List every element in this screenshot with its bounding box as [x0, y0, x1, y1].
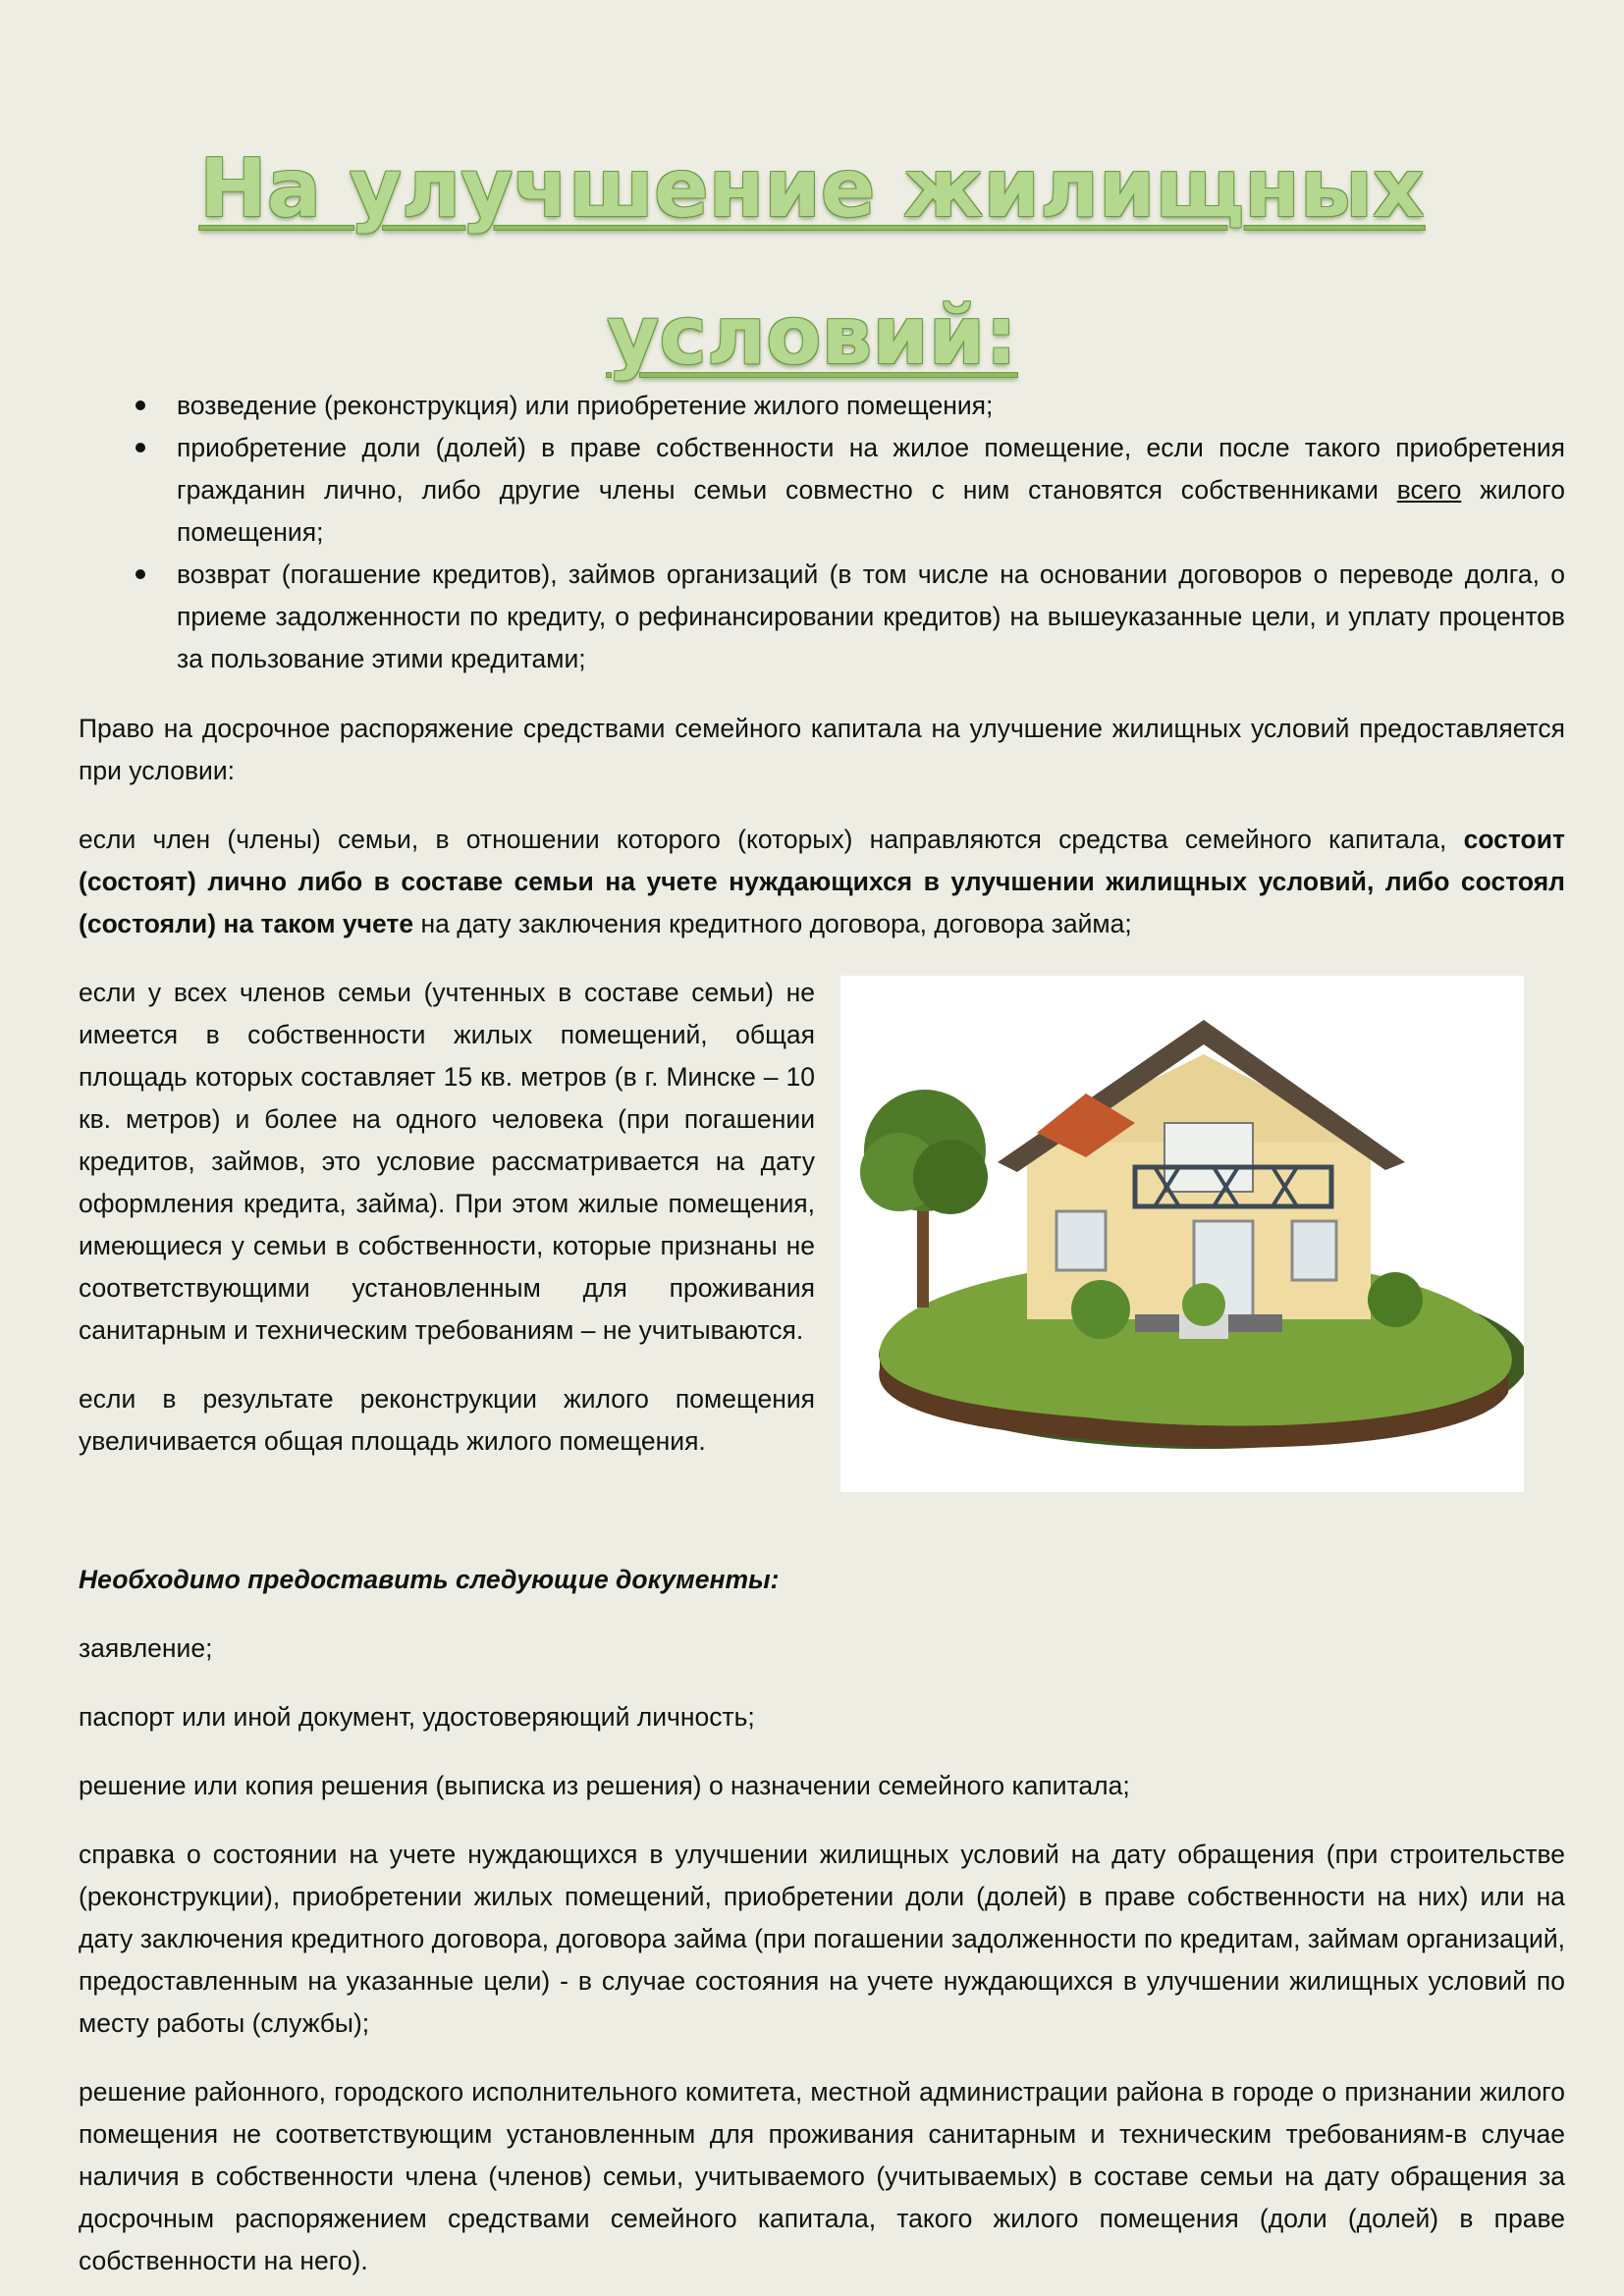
- house-illustration: [840, 976, 1524, 1492]
- bullet-item: приобретение доли (долей) в праве собственности на жилое помещение, если после такого приобретения гражданин лично, либо другие члены семьи совместно с ним становятся собственниками всего жилого помещения;: [177, 427, 1565, 554]
- document-item: решение районного, городского исполнительного комитета, местной администрации района в городе о признании жилого помещения не соответствующим установленным для проживания санитарным и техническим требованиям-в случае наличия в собственности члена (членов) семьи, учитываемого (учитываемых) в составе семьи на дату обращения за досрочным распоряжением средствами семейного капитала, такого жилого помещения (доли (долей) в праве собственности на него).: [79, 2077, 1565, 2275]
- right-intro-paragraph: Право на досрочное распоряжение средствами семейного капитала на улучшение жилищных условий предоставляется при условии:: [79, 714, 1565, 785]
- document-item: паспорт или иной документ, удостоверяющий личность;: [79, 1702, 755, 1732]
- document-body: [79, 385, 1565, 2282]
- condition-paragraph-2: [79, 972, 1565, 1352]
- document-item: решение или копия решения (выписка из решения) о назначении семейного капитала;: [79, 1771, 1130, 1800]
- condition-paragraph-3: если в результате реконструкции жилого помещения увеличивается общая площадь жилого помещения.: [79, 1384, 815, 1456]
- bullet-item: возведение (реконструкция) или приобретение жилого помещения;: [177, 385, 1565, 427]
- underlined-word: всего: [1396, 475, 1462, 505]
- title-line-2: условий:: [606, 290, 1018, 383]
- page-title: [0, 116, 1624, 410]
- bullet-item: возврат (погашение кредитов), займов организаций (в том числе на основании договоров о переводе долга, о приеме задолженности по кредиту, о рефинансировании кредитов) на вышеуказанные цели, и уплату процентов за пользование этими кредитами;: [177, 554, 1565, 680]
- documents-heading: Необходимо предоставить следующие документы:: [79, 1565, 780, 1594]
- condition-2-text: если у всех членов семьи (учтенных в составе семьи) не имеется в собственности жилых помещений, общая площадь которых составляет 15 кв. метров (в г. Минске – 10 кв. метров) и более на одного человека (при погашении кредитов, займов, это условие рассматривается на дату оформления кредита, займа). При этом жилые помещения, имеющиеся у семьи в собственности, которые признаны не соответствующими установленным для проживания санитарным и техническим требованиям – не учитываются.: [79, 978, 815, 1345]
- document-item: заявление;: [79, 1633, 213, 1663]
- document-item: справка о состоянии на учете нуждающихся в улучшении жилищных условий на дату обращения (при строительстве (реконструкции), приобретении жилых помещений, приобретении доли (долей) в праве собственности на них) или на дату заключения кредитного договора, договора займа (при погашении задолженности по кредитам, займам организаций, предоставленным на указанные цели) - в случае состояния на учете нуждающихся в улучшении жилищных условий по месту работы (службы);: [79, 1840, 1565, 2038]
- condition-paragraph-1: если член (члены) семьи, в отношении которого (которых) направляются средства семейного капитала, состоит (состоят) лично либо в составе семьи на учете нуждающихся в улучшении жилищных условий, либо состоял (состояли) на таком учете на дату заключения кредитного договора, договора займа;: [79, 825, 1565, 938]
- title-line-1: На улучшение жилищных: [199, 142, 1425, 236]
- bold-condition-text: состоит (состоят) лично либо в составе семьи на учете нуждающихся в улучшении жилищных условий, либо состоял (состояли) на таком учете: [79, 825, 1565, 938]
- bullet-list: [79, 385, 1565, 680]
